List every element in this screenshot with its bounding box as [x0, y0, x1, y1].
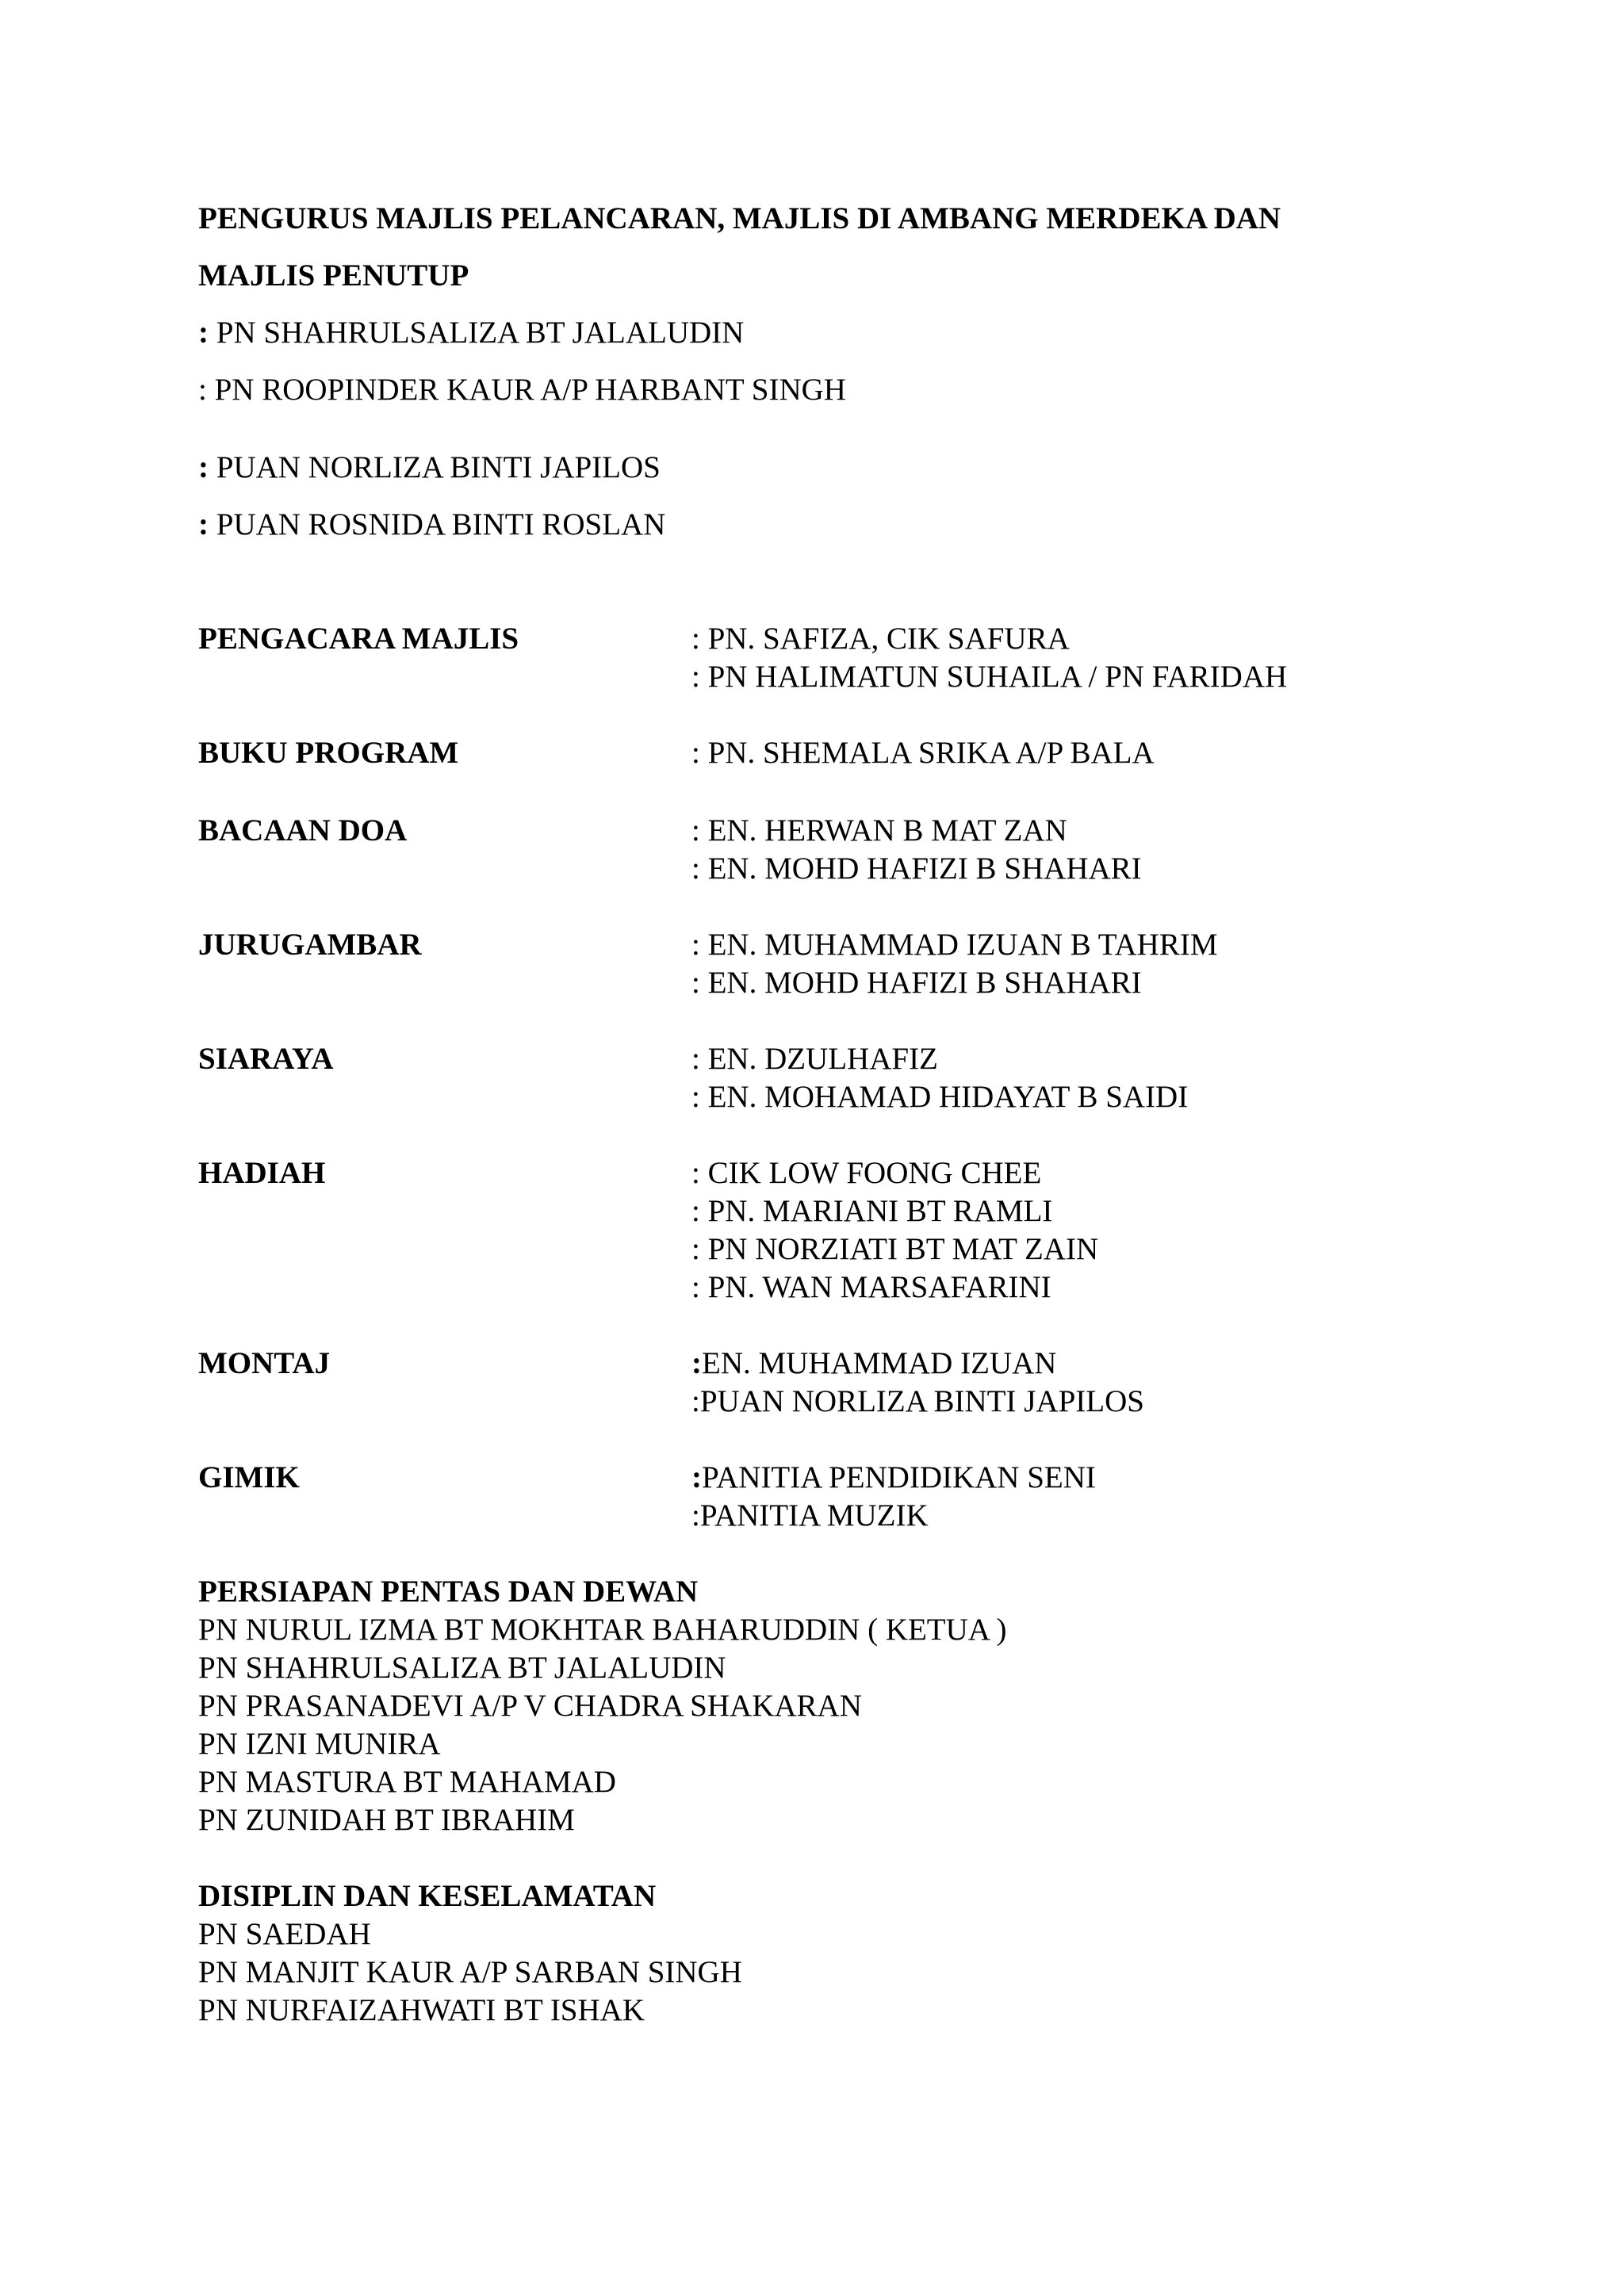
- role-member: :PANITIA MUZIK: [691, 1498, 929, 1533]
- role-label-bacaan-doa: BACAAN DOA: [198, 813, 408, 848]
- role-member: : CIK LOW FOONG CHEE: [691, 1156, 1042, 1190]
- role-member: : PN HALIMATUN SUHAILA / PN FARIDAH: [691, 660, 1288, 694]
- manager-colon: :: [198, 373, 207, 407]
- role-member: [691, 1462, 1096, 1493]
- role-member: [691, 1348, 1056, 1379]
- role-member: : EN. MOHAMAD HIDAYAT B SAIDI: [691, 1080, 1189, 1114]
- section-heading-disiplin-keselamatan: DISIPLIN DAN KESELAMATAN: [198, 1879, 657, 1913]
- manager-colon: :: [198, 450, 209, 484]
- manager-name: PN ROOPINDER KAUR A/P HARBANT SINGH: [206, 373, 846, 407]
- role-member: :PUAN NORLIZA BINTI JAPILOS: [691, 1384, 1144, 1418]
- document-title-line-2: MAJLIS PENUTUP: [198, 258, 469, 293]
- manager-name: PUAN ROSNIDA BINTI ROSLAN: [209, 507, 666, 541]
- role-label-siaraya: SIARAYA: [198, 1042, 334, 1076]
- role-label-pengacara-majlis: PENGACARA MAJLIS: [198, 622, 519, 656]
- member-colon: :: [691, 1460, 702, 1494]
- role-label-buku-program: BUKU PROGRAM: [198, 736, 459, 770]
- section-member: PN PRASANADEVI A/P V CHADRA SHAKARAN: [198, 1689, 862, 1723]
- role-label-gimik: GIMIK: [198, 1460, 300, 1494]
- role-member: : PN. SAFIZA, CIK SAFURA: [691, 622, 1070, 656]
- member-name: EN. MUHAMMAD IZUAN: [702, 1346, 1057, 1380]
- document-title-line-1: PENGURUS MAJLIS PELANCARAN, MAJLIS DI AMBANG MERDEKA DAN: [198, 201, 1281, 235]
- member-colon: :: [691, 1346, 702, 1380]
- role-member: : PN NORZIATI BT MAT ZAIN: [691, 1232, 1099, 1266]
- role-member: : PN. SHEMALA SRIKA A/P BALA: [691, 736, 1155, 770]
- role-member: : EN. MUHAMMAD IZUAN B TAHRIM: [691, 928, 1218, 962]
- manager-name: PN SHAHRULSALIZA BT JALALUDIN: [209, 316, 745, 350]
- manager-colon: :: [198, 316, 209, 350]
- section-member: PN MASTURA BT MAHAMAD: [198, 1765, 616, 1799]
- section-member: PN NURUL IZMA BT MOKHTAR BAHARUDDIN ( KETUA ): [198, 1613, 1007, 1647]
- role-member: : EN. MOHD HAFIZI B SHAHARI: [691, 966, 1142, 1000]
- section-heading-persiapan-pentas: PERSIAPAN PENTAS DAN DEWAN: [198, 1575, 699, 1609]
- manager-line: [198, 374, 846, 405]
- section-member: PN ZUNIDAH BT IBRAHIM: [198, 1803, 575, 1837]
- role-member: : EN. HERWAN B MAT ZAN: [691, 813, 1067, 848]
- role-member: : PN. MARIANI BT RAMLI: [691, 1194, 1053, 1228]
- role-label-hadiah: HADIAH: [198, 1156, 326, 1190]
- section-member: PN MANJIT KAUR A/P SARBAN SINGH: [198, 1955, 742, 1989]
- manager-colon: :: [198, 507, 209, 541]
- manager-line: [198, 509, 665, 540]
- section-member: PN SHAHRULSALIZA BT JALALUDIN: [198, 1651, 726, 1685]
- manager-line: [198, 317, 744, 348]
- role-member: : EN. DZULHAFIZ: [691, 1042, 938, 1076]
- section-member: PN SAEDAH: [198, 1917, 371, 1951]
- manager-name: PUAN NORLIZA BINTI JAPILOS: [209, 450, 661, 484]
- manager-line: [198, 452, 661, 483]
- role-member: : EN. MOHD HAFIZI B SHAHARI: [691, 851, 1142, 886]
- role-member: : PN. WAN MARSAFARINI: [691, 1270, 1051, 1304]
- role-label-montaj: MONTAJ: [198, 1346, 331, 1380]
- member-name: PANITIA PENDIDIKAN SENI: [702, 1460, 1096, 1494]
- section-member: PN IZNI MUNIRA: [198, 1727, 441, 1761]
- section-member: PN NURFAIZAHWATI BT ISHAK: [198, 1993, 645, 2027]
- role-label-jurugambar: JURUGAMBAR: [198, 928, 422, 962]
